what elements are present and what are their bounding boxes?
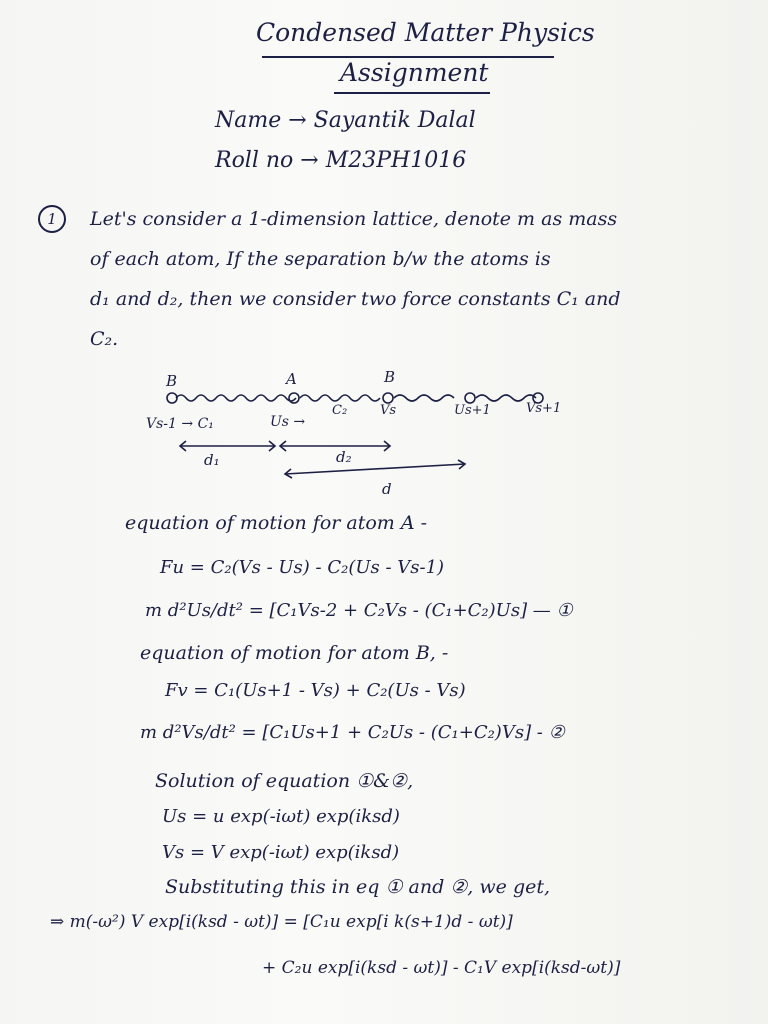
disp-label-vs: Vs [380, 403, 397, 418]
eq-result-line-1: ⇒ m(-ω²) V exp[i(ksd - ωt)] = [C₁u exp[i k(s+1)d - ωt)] [50, 912, 513, 932]
question-line-4: C₂. [90, 328, 119, 350]
eq-heading-atom-a: equation of motion for atom A - [125, 512, 428, 534]
disp-label-vs-1: Vs-1 → C₁ [146, 416, 214, 432]
disp-label-us: Us → [270, 414, 306, 430]
eq-motion-2: m d²Vs/dt² = [C₁Us+1 + C₂Us - (C₁+C₂)Vs] - ② [140, 722, 565, 743]
student-name: Name → Sayantik Dalal [215, 108, 476, 133]
dist-label-d1: d₁ [204, 451, 220, 469]
disp-label-us1: Us+1 [454, 403, 491, 418]
atom-a [289, 393, 299, 403]
arrow-d [285, 464, 465, 474]
eq-force-v: Fv = C₁(Us+1 - Vs) + C₂(Us - Vs) [165, 680, 466, 701]
subtitle-underline [334, 92, 490, 94]
atom-label-b-left: B [166, 372, 178, 390]
dist-label-d2: d₂ [336, 448, 352, 466]
disp-label-vs1: Vs+1 [526, 401, 562, 416]
disp-label-c2: C₂ [332, 403, 348, 418]
eq-result-line-2: + C₂u exp[i(ksd - ωt)] - C₁V exp[i(ksd-ωt)] [262, 958, 621, 978]
question-line-3: d₁ and d₂, then we consider two force constants C₁ and [90, 288, 621, 310]
atom-label-b-center: B [384, 370, 396, 386]
eq-substitution-heading: Substituting this in eq ① and ②, we get, [165, 876, 551, 898]
eq-motion-1: m d²Us/dt² = [C₁Vs-2 + C₂Vs - (C₁+C₂)Us] — ① [145, 600, 573, 621]
question-number: 1 [38, 205, 66, 233]
question-line-1: Let's consider a 1-dimension lattice, denote m as mass [90, 208, 618, 230]
spring-c2 [300, 395, 380, 401]
spring-c1-right [394, 395, 454, 401]
spring-c1 [176, 395, 296, 401]
eq-heading-atom-b: equation of motion for atom B, - [140, 642, 449, 664]
lattice-diagram [140, 370, 580, 500]
page-title: Condensed Matter Physics [256, 18, 595, 47]
roll-number: Roll no → M23PH1016 [215, 148, 467, 173]
eq-force-u: Fu = C₂(Vs - Us) - C₂(Us - Vs-1) [160, 557, 445, 578]
atom-label-a: A [286, 370, 297, 388]
question-line-2: of each atom, If the separation b/w the atoms is [90, 248, 551, 270]
page-subtitle: Assignment [340, 58, 489, 87]
atom-b-center [383, 393, 393, 403]
atom-a-right [465, 393, 475, 403]
eq-solution-us: Us = u exp(-iωt) exp(iksd) [162, 806, 400, 827]
atom-b-left [167, 393, 177, 403]
eq-solution-heading: Solution of equation ①&②, [155, 770, 414, 792]
dist-label-d: d [382, 480, 392, 498]
eq-solution-vs: Vs = V exp(-iωt) exp(iksd) [162, 842, 400, 863]
